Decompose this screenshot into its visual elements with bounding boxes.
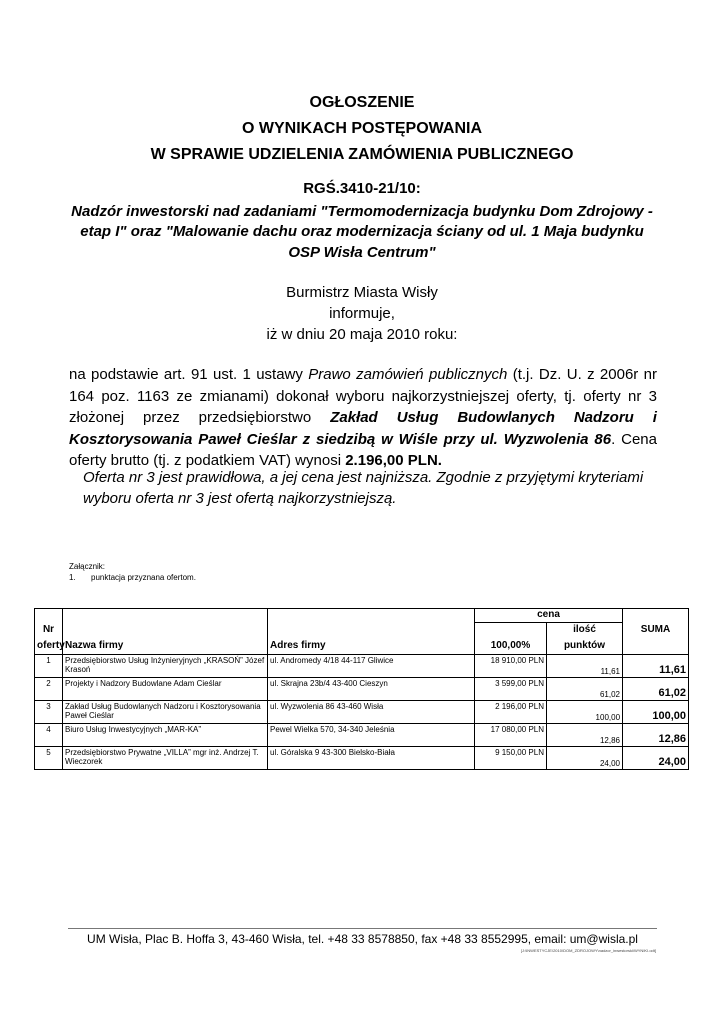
- offer-price: 17 080,00 PLN: [475, 724, 547, 747]
- attachment-label: Załącznik:: [69, 562, 106, 571]
- subject-line-3: OSP Wisła Centrum": [288, 244, 436, 261]
- offer-price: 18 910,00 PLN: [475, 655, 547, 678]
- offer-points: 12,86: [547, 724, 623, 747]
- firm-name: Biuro Usług Inwestycyjnych „MAR-KA”: [63, 724, 268, 747]
- firm-name: Przedsiębiorstwo Prywatne „VILLA” mgr inż. Andrzej T. Wieczorek: [63, 747, 268, 770]
- offer-number: 1: [35, 655, 63, 678]
- table-row: [35, 678, 689, 701]
- header-nr-bottom: oferty: [35, 639, 63, 655]
- offer-price: 3 599,00 PLN: [475, 678, 547, 701]
- footer-file-path: [J:\INWESTYCJE\2010\DOM_ZDROJOWY\nadzor_inwestorski\WYNIKI.odt]: [520, 948, 656, 953]
- body-text-3: . Cena oferty brutto (tj. z podatkiem VAT) wynosi: [69, 430, 657, 469]
- table-row: [35, 701, 689, 724]
- offer-number: 2: [35, 678, 63, 701]
- header-points-top: ilość: [547, 623, 623, 639]
- informs-line: informuje,: [329, 305, 395, 322]
- header-sum: SUMA: [623, 623, 689, 639]
- body-text-1: na podstawie art. 91 ust. 1 ustawy: [69, 366, 309, 383]
- attachment-item-text: punktacja przyznana ofertom.: [91, 573, 196, 582]
- header-blank: [63, 609, 268, 623]
- offer-number: 4: [35, 724, 63, 747]
- offer-sum: 24,00: [623, 747, 689, 770]
- firm-address: Pewel Wielka 570, 34-340 Jeleśnia: [268, 724, 475, 747]
- firm-address: ul. Skrajna 23b/4 43-400 Cieszyn: [268, 678, 475, 701]
- offers-body: [35, 655, 689, 770]
- header-points-bottom: punktów: [547, 639, 623, 655]
- firm-address: ul. Wyzwolenia 86 43-460 Wisła: [268, 701, 475, 724]
- firm-address: ul. Góralska 9 43-300 Bielsko-Biała: [268, 747, 475, 770]
- header-blank: [475, 623, 547, 639]
- offer-points: 100,00: [547, 701, 623, 724]
- evaluation-note: Oferta nr 3 jest prawidłowa, a jej cena jest najniższa. Zgodnie z przyjętymi kryteriami wyboru oferta nr 3 jest ofertą najkorzystniejszą.: [83, 469, 644, 507]
- header-blank: [268, 623, 475, 639]
- subject-line-2: etap I" oraz "Malowanie dachu oraz modernizacja ściany od ul. 1 Maja budynku: [80, 223, 644, 240]
- offer-sum: 61,02: [623, 678, 689, 701]
- header-blank: [268, 609, 475, 623]
- header-blank: [623, 639, 689, 655]
- header-price-group: cena: [475, 609, 623, 623]
- header-blank: [35, 609, 63, 623]
- header-nr-top: Nr: [35, 623, 63, 639]
- attachment-item-number: 1.: [69, 573, 76, 582]
- footer-divider: [68, 928, 657, 929]
- footer-contact: UM Wisła, Plac B. Hoffa 3, 43-460 Wisła, tel. +48 33 8578850, fax +48 33 8552995, email: um@wisla.pl: [87, 932, 638, 946]
- winning-company: Zakład Usług Budowlanych Nadzoru i Kosztorysowania Paweł Cieślar z siedzibą w Wiśle przy ul. Wyzwolenia 86: [69, 409, 657, 448]
- winning-price: 2.196,00 PLN.: [345, 452, 442, 469]
- decision-paragraph: [69, 364, 657, 472]
- firm-name: Przedsiębiorstwo Usług Inżynieryjnych „KRASOŃ” Józef Krasoń: [63, 655, 268, 678]
- firm-address: ul. Andromedy 4/18 44-117 Gliwice: [268, 655, 475, 678]
- date-line: iż w dniu 20 maja 2010 roku:: [266, 326, 458, 343]
- body-text-2: (t.j. Dz. U. z 2006r nr 164 poz. 1163 ze zmianami) dokonał wyboru najkorzystniejszej oferty, tj. oferty nr 3 złożonej przez przedsiębiorstwo: [69, 366, 657, 426]
- offer-sum: 12,86: [623, 724, 689, 747]
- offer-sum: 11,61: [623, 655, 689, 678]
- table-row: [35, 655, 689, 678]
- offer-price: 9 150,00 PLN: [475, 747, 547, 770]
- title-line-1: OGŁOSZENIE: [309, 94, 415, 111]
- header-address: Adres firmy: [268, 639, 475, 655]
- offer-points: 61,02: [547, 678, 623, 701]
- title-line-2: O WYNIKACH POSTĘPOWANIA: [241, 120, 482, 137]
- offers-table: [34, 608, 689, 770]
- mayor-line: Burmistrz Miasta Wisły: [286, 284, 438, 301]
- header-blank: [623, 609, 689, 623]
- firm-name: Projekty i Nadzory Budowlane Adam Cieślar: [63, 678, 268, 701]
- subject-line-1: Nadzór inwestorski nad zadaniami "Termomodernizacja budynku Dom Zdrojowy -: [71, 203, 653, 220]
- table-row: [35, 747, 689, 770]
- reference-number: RGŚ.3410-21/10:: [303, 180, 421, 197]
- offer-sum: 100,00: [623, 701, 689, 724]
- offer-points: 11,61: [547, 655, 623, 678]
- header-blank: [63, 623, 268, 639]
- header-price-pct: 100,00%: [475, 639, 547, 655]
- title-line-3: W SPRAWIE UDZIELENIA ZAMÓWIENIA PUBLICZNEGO: [150, 146, 574, 163]
- offer-points: 24,00: [547, 747, 623, 770]
- law-name: Prawo zamówień publicznych: [308, 366, 508, 383]
- firm-name: Zakład Usług Budowlanych Nadzoru i Kosztorysowania Paweł Cieślar: [63, 701, 268, 724]
- header-name: Nazwa firmy: [63, 639, 268, 655]
- table-row: [35, 724, 689, 747]
- offer-price: 2 196,00 PLN: [475, 701, 547, 724]
- offer-number: 3: [35, 701, 63, 724]
- offer-number: 5: [35, 747, 63, 770]
